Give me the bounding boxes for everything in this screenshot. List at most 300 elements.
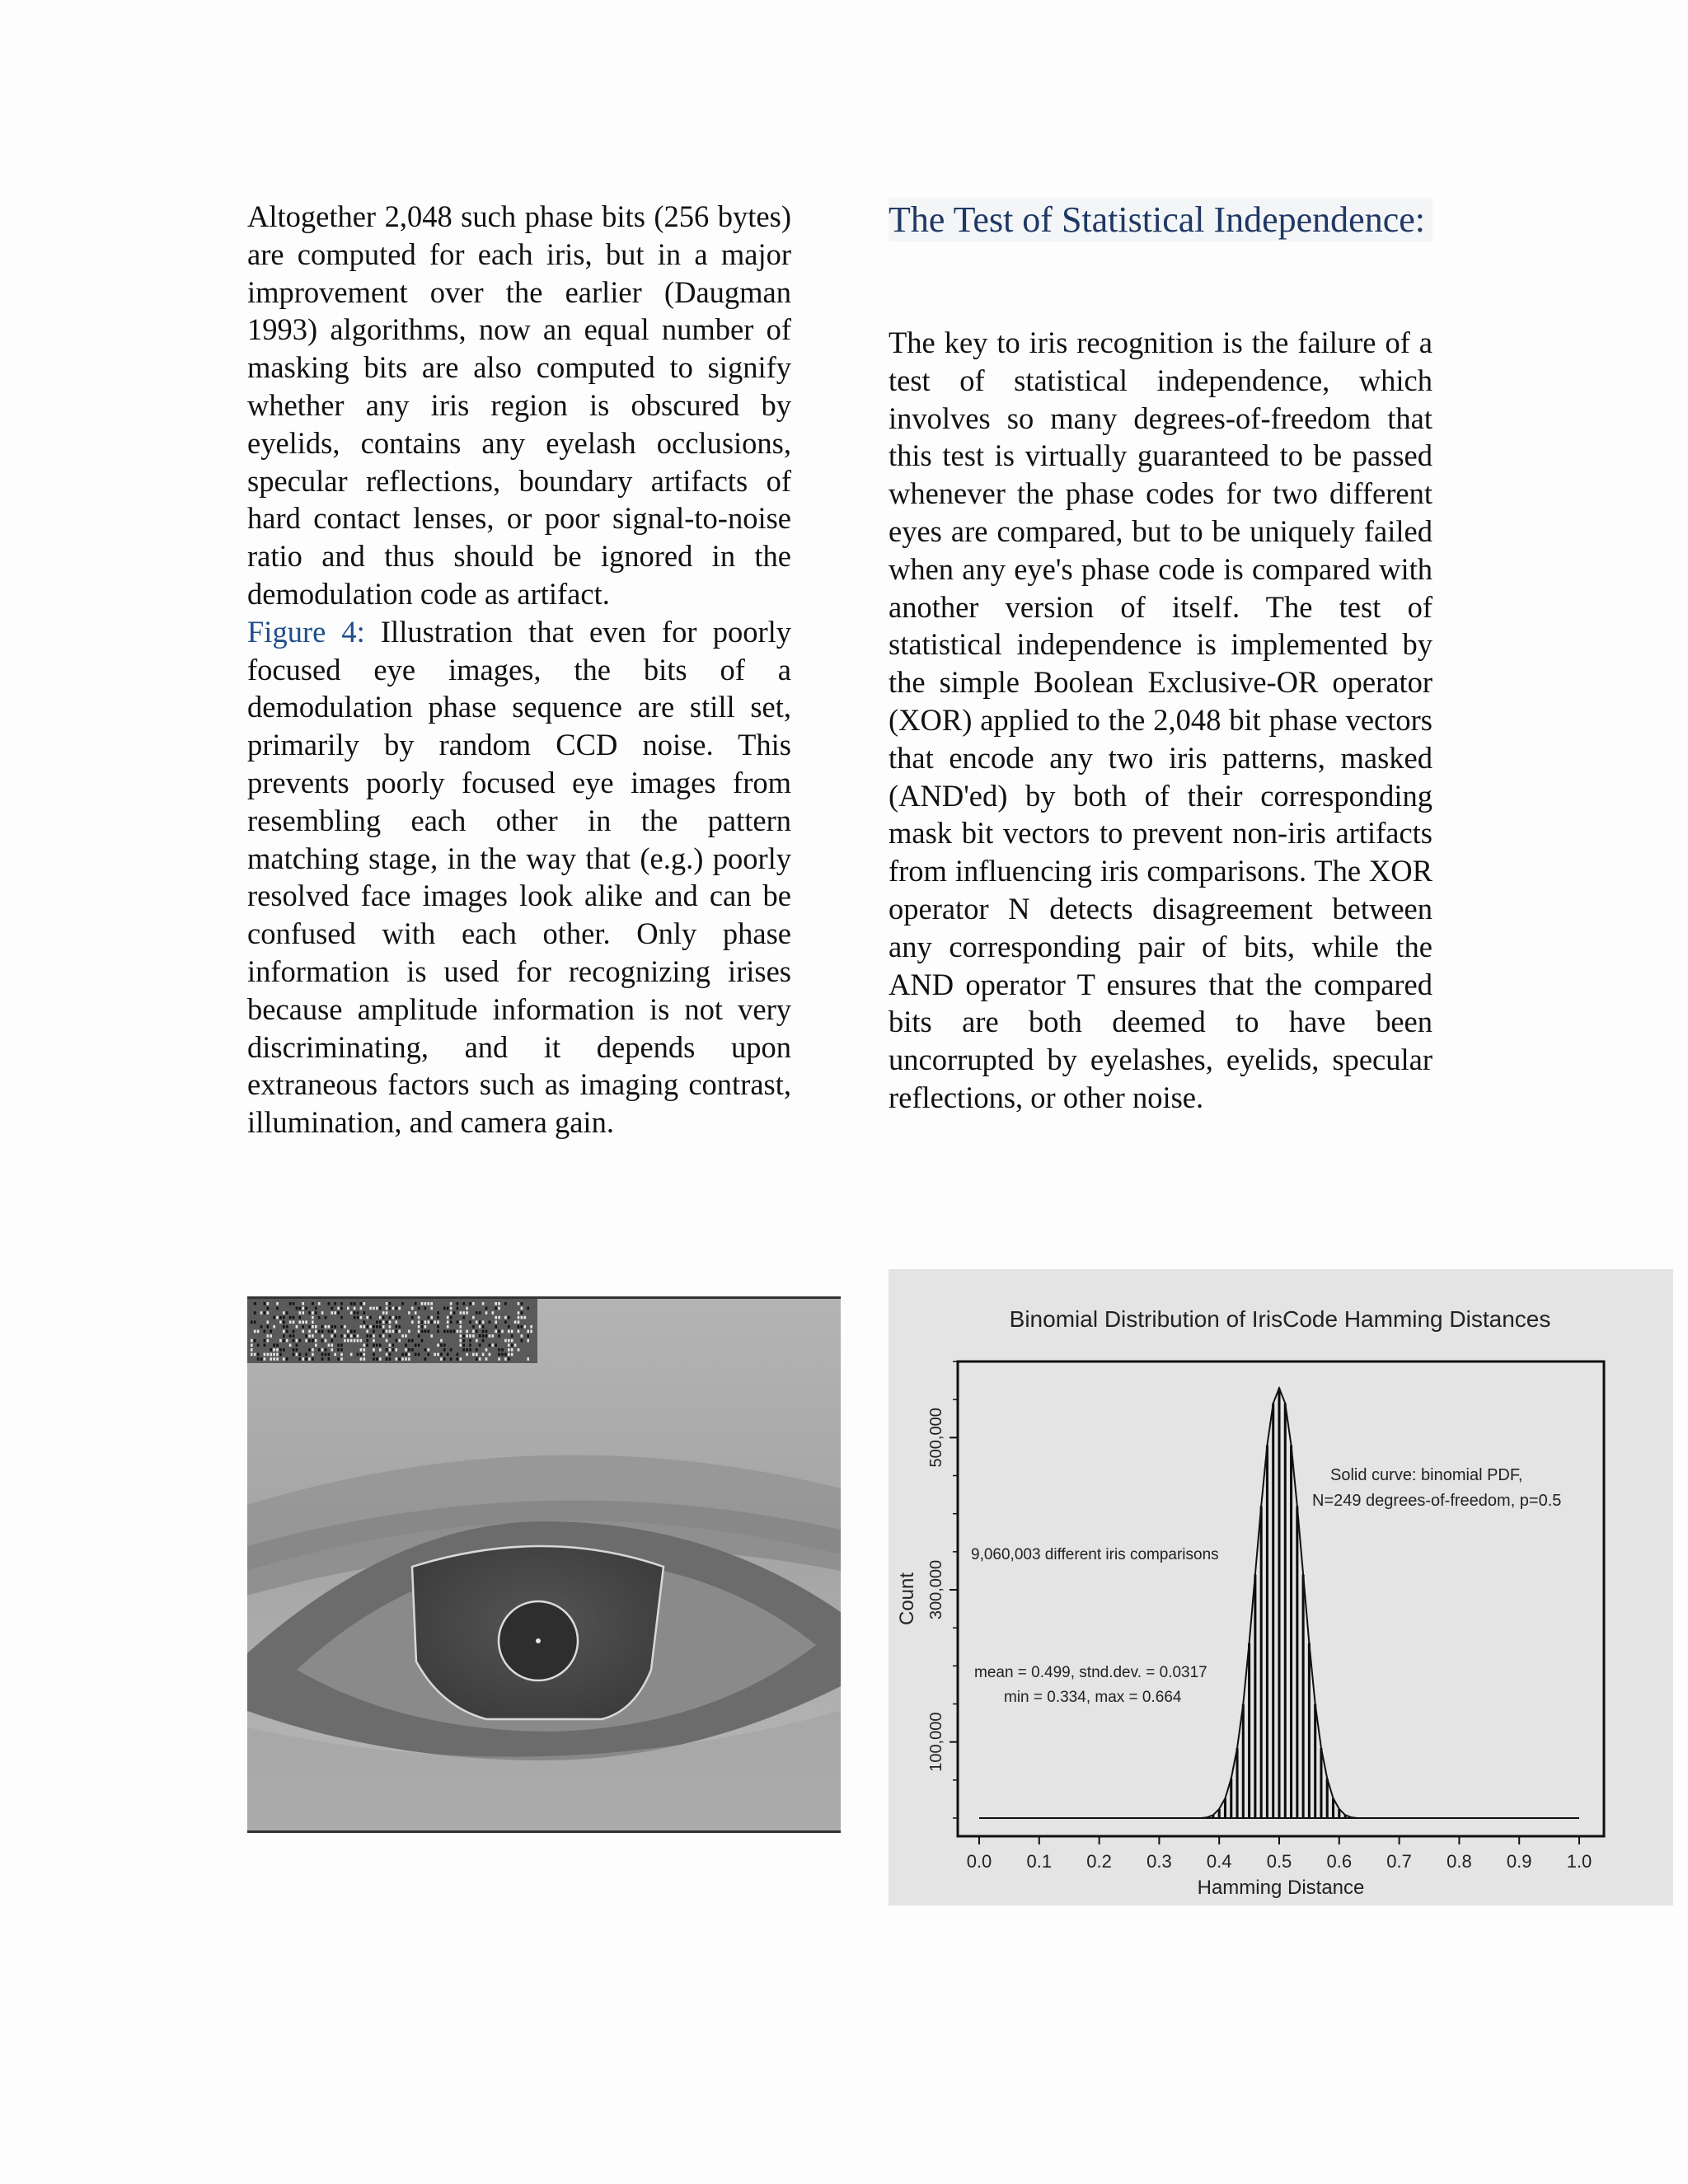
- iris-code-bit: [296, 1307, 298, 1310]
- iris-code-bit: [521, 1302, 523, 1305]
- iris-code-bit: [308, 1339, 311, 1343]
- iris-code-bit: [267, 1311, 270, 1315]
- iris-code-bit: [382, 1316, 385, 1319]
- iris-code-bit: [305, 1320, 307, 1324]
- iris-code-bit: [408, 1348, 410, 1352]
- iris-code-bit: [270, 1348, 272, 1352]
- iris-code-bit: [408, 1330, 410, 1333]
- histogram-bar: [1326, 1779, 1329, 1818]
- iris-code-bit: [366, 1343, 368, 1347]
- iris-code-bit: [293, 1348, 295, 1352]
- iris-code-bit: [357, 1334, 359, 1338]
- iris-code-bit: [472, 1316, 475, 1319]
- iris-code-bit: [312, 1339, 314, 1343]
- iris-code-bit: [360, 1353, 363, 1357]
- annotation-stats-mean: mean = 0.499, stnd.dev. = 0.0317: [974, 1664, 1207, 1681]
- iris-code-bit: [440, 1357, 443, 1361]
- iris-code-bit: [469, 1343, 471, 1347]
- iris-code-bit: [450, 1348, 452, 1352]
- iris-code-bit: [312, 1353, 314, 1357]
- iris-code-bit: [308, 1311, 311, 1315]
- iris-code-bit: [254, 1302, 256, 1305]
- iris-code-bit: [267, 1353, 270, 1357]
- iris-code-bit: [462, 1348, 465, 1352]
- iris-code-bit: [354, 1334, 356, 1338]
- iris-code-bit: [476, 1357, 478, 1361]
- iris-code-bit: [498, 1316, 500, 1319]
- iris-code-bit: [360, 1302, 363, 1305]
- iris-code-bit: [312, 1302, 314, 1305]
- iris-code-bit: [273, 1325, 275, 1329]
- iris-code-bit: [299, 1311, 302, 1315]
- iris-code-bit: [376, 1320, 378, 1324]
- iris-code-bit: [302, 1320, 304, 1324]
- iris-code-bit: [293, 1334, 295, 1338]
- iris-code-bit: [318, 1330, 321, 1333]
- x-axis: [967, 1836, 1592, 1872]
- iris-code-bit: [460, 1339, 462, 1343]
- iris-code-bit: [460, 1311, 462, 1315]
- iris-code-bit: [518, 1320, 520, 1324]
- iris-code-bit: [479, 1311, 481, 1315]
- iris-code-bit: [273, 1353, 275, 1357]
- iris-code-bit: [344, 1325, 346, 1329]
- iris-code-bit: [318, 1348, 321, 1352]
- iris-code-bit: [354, 1316, 356, 1319]
- iris-code-bit: [251, 1348, 253, 1352]
- bars-group: [1201, 1388, 1357, 1818]
- iris-code-bit: [472, 1353, 475, 1357]
- iris-code-bit: [518, 1311, 520, 1315]
- iris-code-bit: [318, 1302, 321, 1305]
- iris-code-bit: [392, 1348, 395, 1352]
- iris-code-bit: [270, 1330, 272, 1333]
- iris-code-bit: [260, 1311, 263, 1315]
- iris-code-bit: [325, 1353, 327, 1357]
- histogram-bar: [1272, 1404, 1274, 1818]
- iris-code-bit: [447, 1320, 449, 1324]
- iris-code-bit: [392, 1343, 395, 1347]
- iris-code-bit: [305, 1353, 307, 1357]
- iris-code-bit: [312, 1334, 314, 1338]
- iris-code-bit: [283, 1339, 285, 1343]
- iris-code-bit: [257, 1357, 260, 1361]
- x-tick-label: 0.9: [1506, 1851, 1532, 1872]
- iris-code-bit: [331, 1339, 334, 1343]
- iris-code-bit: [482, 1330, 485, 1333]
- iris-code-bit: [527, 1330, 529, 1333]
- iris-code-bit: [264, 1330, 266, 1333]
- iris-code-bit: [450, 1357, 452, 1361]
- iris-code-bit: [321, 1353, 324, 1357]
- iris-code-bit: [369, 1334, 372, 1338]
- iris-code-bit: [457, 1302, 459, 1305]
- histogram-bar: [1308, 1643, 1311, 1818]
- hamming-distance-chart: [889, 1269, 1673, 1905]
- iris-code-bit: [308, 1357, 311, 1361]
- iris-code-bit: [350, 1353, 353, 1357]
- iris-code-bit: [363, 1343, 366, 1347]
- histogram-bar: [1314, 1704, 1316, 1819]
- iris-code-bit: [508, 1325, 510, 1329]
- iris-code-bit: [518, 1316, 520, 1319]
- iris-code-bit: [366, 1334, 368, 1338]
- iris-code-bit: [331, 1334, 334, 1338]
- iris-code-bit: [276, 1302, 279, 1305]
- iris-code-bit: [321, 1339, 324, 1343]
- iris-code-bit: [389, 1353, 392, 1357]
- iris-code-bit: [476, 1348, 478, 1352]
- y-tick-label: 500,000: [927, 1408, 945, 1468]
- iris-code-bit: [401, 1357, 404, 1361]
- iris-code-bit: [276, 1348, 279, 1352]
- iris-code-bit: [508, 1343, 510, 1347]
- iris-code-bit: [443, 1357, 446, 1361]
- iris-code-bit: [472, 1334, 475, 1338]
- iris-code-bit: [466, 1334, 468, 1338]
- iris-code-bit: [357, 1339, 359, 1343]
- iris-code-bit: [447, 1316, 449, 1319]
- iris-code-bit: [379, 1320, 382, 1324]
- iris-code-bit: [521, 1334, 523, 1338]
- iris-code-bit: [389, 1320, 392, 1324]
- histogram-bar: [1284, 1404, 1287, 1818]
- iris-code-bit: [386, 1357, 388, 1361]
- iris-code-bit: [396, 1320, 398, 1324]
- iris-code-bit: [411, 1320, 414, 1324]
- iris-code-bit: [264, 1353, 266, 1357]
- iris-code-bit: [405, 1334, 407, 1338]
- iris-code-bit: [251, 1353, 253, 1357]
- iris-code-bit: [286, 1311, 288, 1315]
- x-tick-label: 0.4: [1206, 1851, 1232, 1872]
- iris-code-bit: [392, 1330, 395, 1333]
- iris-code-bit: [479, 1320, 481, 1324]
- iris-code-bit: [264, 1339, 266, 1343]
- iris-code-bit: [293, 1320, 295, 1324]
- iris-code-bit: [527, 1307, 529, 1310]
- y-axis-label: Count: [896, 1572, 918, 1626]
- iris-code-bit: [485, 1348, 488, 1352]
- histogram-bar: [1296, 1506, 1298, 1818]
- paragraph-phase-bits: Altogether 2,048 such phase bits (256 bytes) are computed for each iris, but in a major improvement over the earlier (Daugman 1993) algorithms, now an equal number of masking bits are also computed to signify whether any iris region is obscured by eyelids, contains any eyelash occlusions, specular reflections, boundary artifacts of hard contact lenses, or poor signal-to-noise ratio and thus should be ignored in the demodulation code as artifact.: [247, 199, 791, 611]
- iris-code-bit: [276, 1307, 279, 1310]
- iris-code-bit: [354, 1330, 356, 1333]
- iris-code-bit: [337, 1348, 340, 1352]
- iris-code-bit: [373, 1353, 375, 1357]
- iris-code-bit: [293, 1302, 295, 1305]
- iris-code-bit: [495, 1325, 497, 1329]
- iris-code-bit: [267, 1307, 270, 1310]
- iris-code-bit: [289, 1343, 292, 1347]
- iris-code-bit: [462, 1311, 465, 1315]
- iris-code-bit: [382, 1334, 385, 1338]
- iris-code-bit: [267, 1339, 270, 1343]
- iris-code-bit: [331, 1311, 334, 1315]
- iris-code-bit: [450, 1311, 452, 1315]
- iris-code-bit: [354, 1302, 356, 1305]
- iris-code-bit: [382, 1320, 385, 1324]
- iris-code-bit: [489, 1320, 491, 1324]
- iris-code-bit: [270, 1353, 272, 1357]
- iris-code-bit: [511, 1330, 513, 1333]
- iris-code-bit: [315, 1325, 317, 1329]
- iris-code-bit: [386, 1302, 388, 1305]
- iris-code-bit: [504, 1316, 507, 1319]
- iris-code-bit: [482, 1339, 485, 1343]
- iris-code-bit: [318, 1316, 321, 1319]
- iris-code-bit: [270, 1334, 272, 1338]
- histogram-bar: [1236, 1748, 1239, 1818]
- iris-code-bit: [476, 1339, 478, 1343]
- plot-frame: [958, 1361, 1604, 1836]
- iris-code-bit: [447, 1353, 449, 1357]
- iris-code-bit: [415, 1343, 417, 1347]
- iris-code-bit: [498, 1330, 500, 1333]
- iris-code-bit: [302, 1330, 304, 1333]
- iris-code-bit: [511, 1343, 513, 1347]
- iris-code-bit: [379, 1307, 382, 1310]
- histogram-bar: [1242, 1704, 1245, 1819]
- iris-code-bit: [296, 1343, 298, 1347]
- histogram-bar: [1278, 1388, 1280, 1818]
- iris-code-bit: [479, 1325, 481, 1329]
- iris-code-bit: [437, 1343, 439, 1347]
- iris-code-bit: [508, 1348, 510, 1352]
- iris-code-bit: [421, 1339, 424, 1343]
- iris-code-bit: [308, 1325, 311, 1329]
- iris-code-bit: [430, 1316, 433, 1319]
- iris-code-bit: [489, 1334, 491, 1338]
- iris-code-bit: [379, 1325, 382, 1329]
- iris-code-bit: [462, 1334, 465, 1338]
- iris-code-bit: [396, 1339, 398, 1343]
- iris-code-bit: [289, 1320, 292, 1324]
- iris-code-bit: [482, 1353, 485, 1357]
- iris-code-bit: [315, 1343, 317, 1347]
- iris-code-bit: [350, 1330, 353, 1333]
- iris-code-bit: [340, 1316, 343, 1319]
- iris-code-bit: [511, 1339, 513, 1343]
- iris-code-bit: [389, 1325, 392, 1329]
- iris-code-bit: [469, 1334, 471, 1338]
- iris-code-bit: [498, 1307, 500, 1310]
- iris-code-bit: [340, 1325, 343, 1329]
- iris-code-bit: [302, 1325, 304, 1329]
- iris-code-bit: [437, 1311, 439, 1315]
- iris-code-bit: [440, 1353, 443, 1357]
- iris-code-bit: [340, 1334, 343, 1338]
- iris-code-bit: [305, 1334, 307, 1338]
- iris-code-bit: [276, 1353, 279, 1357]
- iris-code-bit: [498, 1302, 500, 1305]
- iris-code-bit: [321, 1330, 324, 1333]
- iris-code-bit: [453, 1330, 456, 1333]
- iris-code-bit: [373, 1307, 375, 1310]
- iris-code-bit: [396, 1316, 398, 1319]
- iris-code-bit: [350, 1311, 353, 1315]
- iris-code-bit: [482, 1334, 485, 1338]
- iris-code-bit: [450, 1316, 452, 1319]
- iris-code-bit: [328, 1357, 331, 1361]
- iris-code-bit: [489, 1343, 491, 1347]
- iris-code-bit: [504, 1339, 507, 1343]
- figure-4-caption-text: Illustration that even for poorly focused eye images, the bits of a demodulation phase sequence are still set, primarily by random CCD noise. This prevents poorly focused eye images from resembling each other in the pattern matching stage, in the way that (e.g.) poorly resolved face images look alike and can be confused with each other. Only phase information is used for recognizing irises because amplitude information is not very discriminating, and it depends upon extraneous factors such as imaging contrast, illumination, and camera gain.: [247, 614, 791, 1140]
- iris-code-bit: [401, 1334, 404, 1338]
- iris-code-bit: [366, 1325, 368, 1329]
- iris-code-bit: [344, 1339, 346, 1343]
- iris-code-bit: [357, 1311, 359, 1315]
- iris-code-bit: [450, 1320, 452, 1324]
- iris-code-bit: [398, 1339, 401, 1343]
- iris-code-bit: [396, 1330, 398, 1333]
- iris-code-bit: [386, 1330, 388, 1333]
- iris-code-bit: [286, 1357, 288, 1361]
- iris-code-bit: [308, 1334, 311, 1338]
- iris-code-bit: [389, 1357, 392, 1361]
- iris-code-bit: [382, 1311, 385, 1315]
- iris-code-bit: [366, 1330, 368, 1333]
- iris-code-bit: [360, 1325, 363, 1329]
- x-tick-label: 0.6: [1326, 1851, 1353, 1872]
- iris-code-bit: [363, 1311, 366, 1315]
- iris-code-bit: [472, 1330, 475, 1333]
- iris-code-bit: [260, 1357, 263, 1361]
- iris-code-bit: [479, 1334, 481, 1338]
- iris-code-bit: [369, 1325, 372, 1329]
- iris-code-bit: [299, 1307, 302, 1310]
- iris-code-bit: [360, 1348, 363, 1352]
- iris-code-bit: [466, 1311, 468, 1315]
- iris-code-bit: [421, 1330, 424, 1333]
- iris-code-bit: [296, 1348, 298, 1352]
- iris-code-bit: [279, 1316, 282, 1319]
- iris-code-bit: [504, 1320, 507, 1324]
- iris-code-bit: [401, 1302, 404, 1305]
- histogram-bar: [1302, 1575, 1305, 1818]
- iris-code-bit: [340, 1343, 343, 1347]
- iris-code-bit: [334, 1330, 336, 1333]
- iris-code-bit: [418, 1334, 420, 1338]
- iris-code-bit: [469, 1302, 471, 1305]
- iris-code-bit: [273, 1357, 275, 1361]
- iris-code-bit: [389, 1316, 392, 1319]
- iris-code-bit: [405, 1343, 407, 1347]
- iris-code-bit: [334, 1302, 336, 1305]
- annotation-curve-params: N=249 degrees-of-freedom, p=0.5: [1312, 1492, 1562, 1510]
- iris-code-bit: [357, 1353, 359, 1357]
- iris-code-bit: [495, 1302, 497, 1305]
- iris-code-bit: [264, 1302, 266, 1305]
- iris-code-bit: [315, 1339, 317, 1343]
- iris-code-bit: [430, 1334, 433, 1338]
- iris-code-bit: [428, 1353, 430, 1357]
- iris-code-bit: [254, 1339, 256, 1343]
- iris-code-bit: [518, 1302, 520, 1305]
- iris-code-bit: [315, 1311, 317, 1315]
- iris-code-bit: [434, 1353, 436, 1357]
- iris-code-bit: [401, 1353, 404, 1357]
- iris-code-bit: [267, 1320, 270, 1324]
- iris-code-bit: [457, 1307, 459, 1310]
- iris-code-bit: [398, 1357, 401, 1361]
- iris-code-bit: [511, 1348, 513, 1352]
- iris-code-bit: [373, 1339, 375, 1343]
- iris-code-bit: [347, 1330, 349, 1333]
- iris-code-bit: [254, 1320, 256, 1324]
- iris-code-bit: [376, 1325, 378, 1329]
- x-axis-label: Hamming Distance: [1197, 1877, 1365, 1899]
- iris-code-bit: [476, 1353, 478, 1357]
- iris-code-bit: [331, 1307, 334, 1310]
- iris-code-bit: [283, 1357, 285, 1361]
- iris-code-bit: [392, 1307, 395, 1310]
- iris-code-bit: [251, 1343, 253, 1347]
- iris-code-bit: [312, 1316, 314, 1319]
- iris-code-bit: [389, 1334, 392, 1338]
- iris-code-bit: [273, 1316, 275, 1319]
- iris-code-bit: [331, 1325, 334, 1329]
- iris-code-bit: [466, 1330, 468, 1333]
- iris-code-bit: [424, 1307, 427, 1310]
- iris-code-bit: [530, 1325, 532, 1329]
- iris-code-bit: [389, 1330, 392, 1333]
- iris-code-bit: [430, 1307, 433, 1310]
- iris-code-bit: [379, 1357, 382, 1361]
- iris-code-bit: [328, 1325, 331, 1329]
- iris-code-bit: [495, 1320, 497, 1324]
- iris-code-bit: [305, 1339, 307, 1343]
- iris-code-bit: [386, 1339, 388, 1343]
- iris-code-bit: [347, 1339, 349, 1343]
- iris-code-bit: [469, 1320, 471, 1324]
- iris-code-bit: [331, 1348, 334, 1352]
- iris-code-bit: [283, 1348, 285, 1352]
- iris-code-bit: [293, 1316, 295, 1319]
- iris-code-bit: [460, 1325, 462, 1329]
- iris-code-bit: [299, 1339, 302, 1343]
- histogram-bar: [1230, 1779, 1232, 1818]
- iris-code-bit: [518, 1330, 520, 1333]
- iris-code-bit: [408, 1353, 410, 1357]
- x-tick-label: 1.0: [1566, 1851, 1592, 1872]
- iris-code-bit: [276, 1357, 279, 1361]
- iris-code-bit: [424, 1325, 427, 1329]
- iris-code-bit: [521, 1325, 523, 1329]
- iris-code-bit: [424, 1330, 427, 1333]
- histogram-bar: [1266, 1446, 1268, 1818]
- iris-code-bit: [315, 1307, 317, 1310]
- iris-code-bit: [421, 1320, 424, 1324]
- annotation-curve: Solid curve: binomial PDF,: [1330, 1466, 1523, 1484]
- iris-code-bit: [321, 1334, 324, 1338]
- iris-code-bit: [443, 1307, 446, 1310]
- iris-code-bit: [373, 1330, 375, 1333]
- iris-code-bit: [492, 1334, 495, 1338]
- iris-code-bit: [386, 1348, 388, 1352]
- iris-code-bit: [498, 1357, 500, 1361]
- iris-code-bit: [428, 1320, 430, 1324]
- iris-code-bit: [379, 1316, 382, 1319]
- iris-code-bit: [492, 1311, 495, 1315]
- iris-code-bit: [305, 1357, 307, 1361]
- iris-code-bit: [289, 1316, 292, 1319]
- iris-code-bit: [299, 1316, 302, 1319]
- iris-code-bit: [389, 1307, 392, 1310]
- iris-code-bit: [476, 1311, 478, 1315]
- iris-code-bit: [396, 1325, 398, 1329]
- iris-code-bit: [460, 1357, 462, 1361]
